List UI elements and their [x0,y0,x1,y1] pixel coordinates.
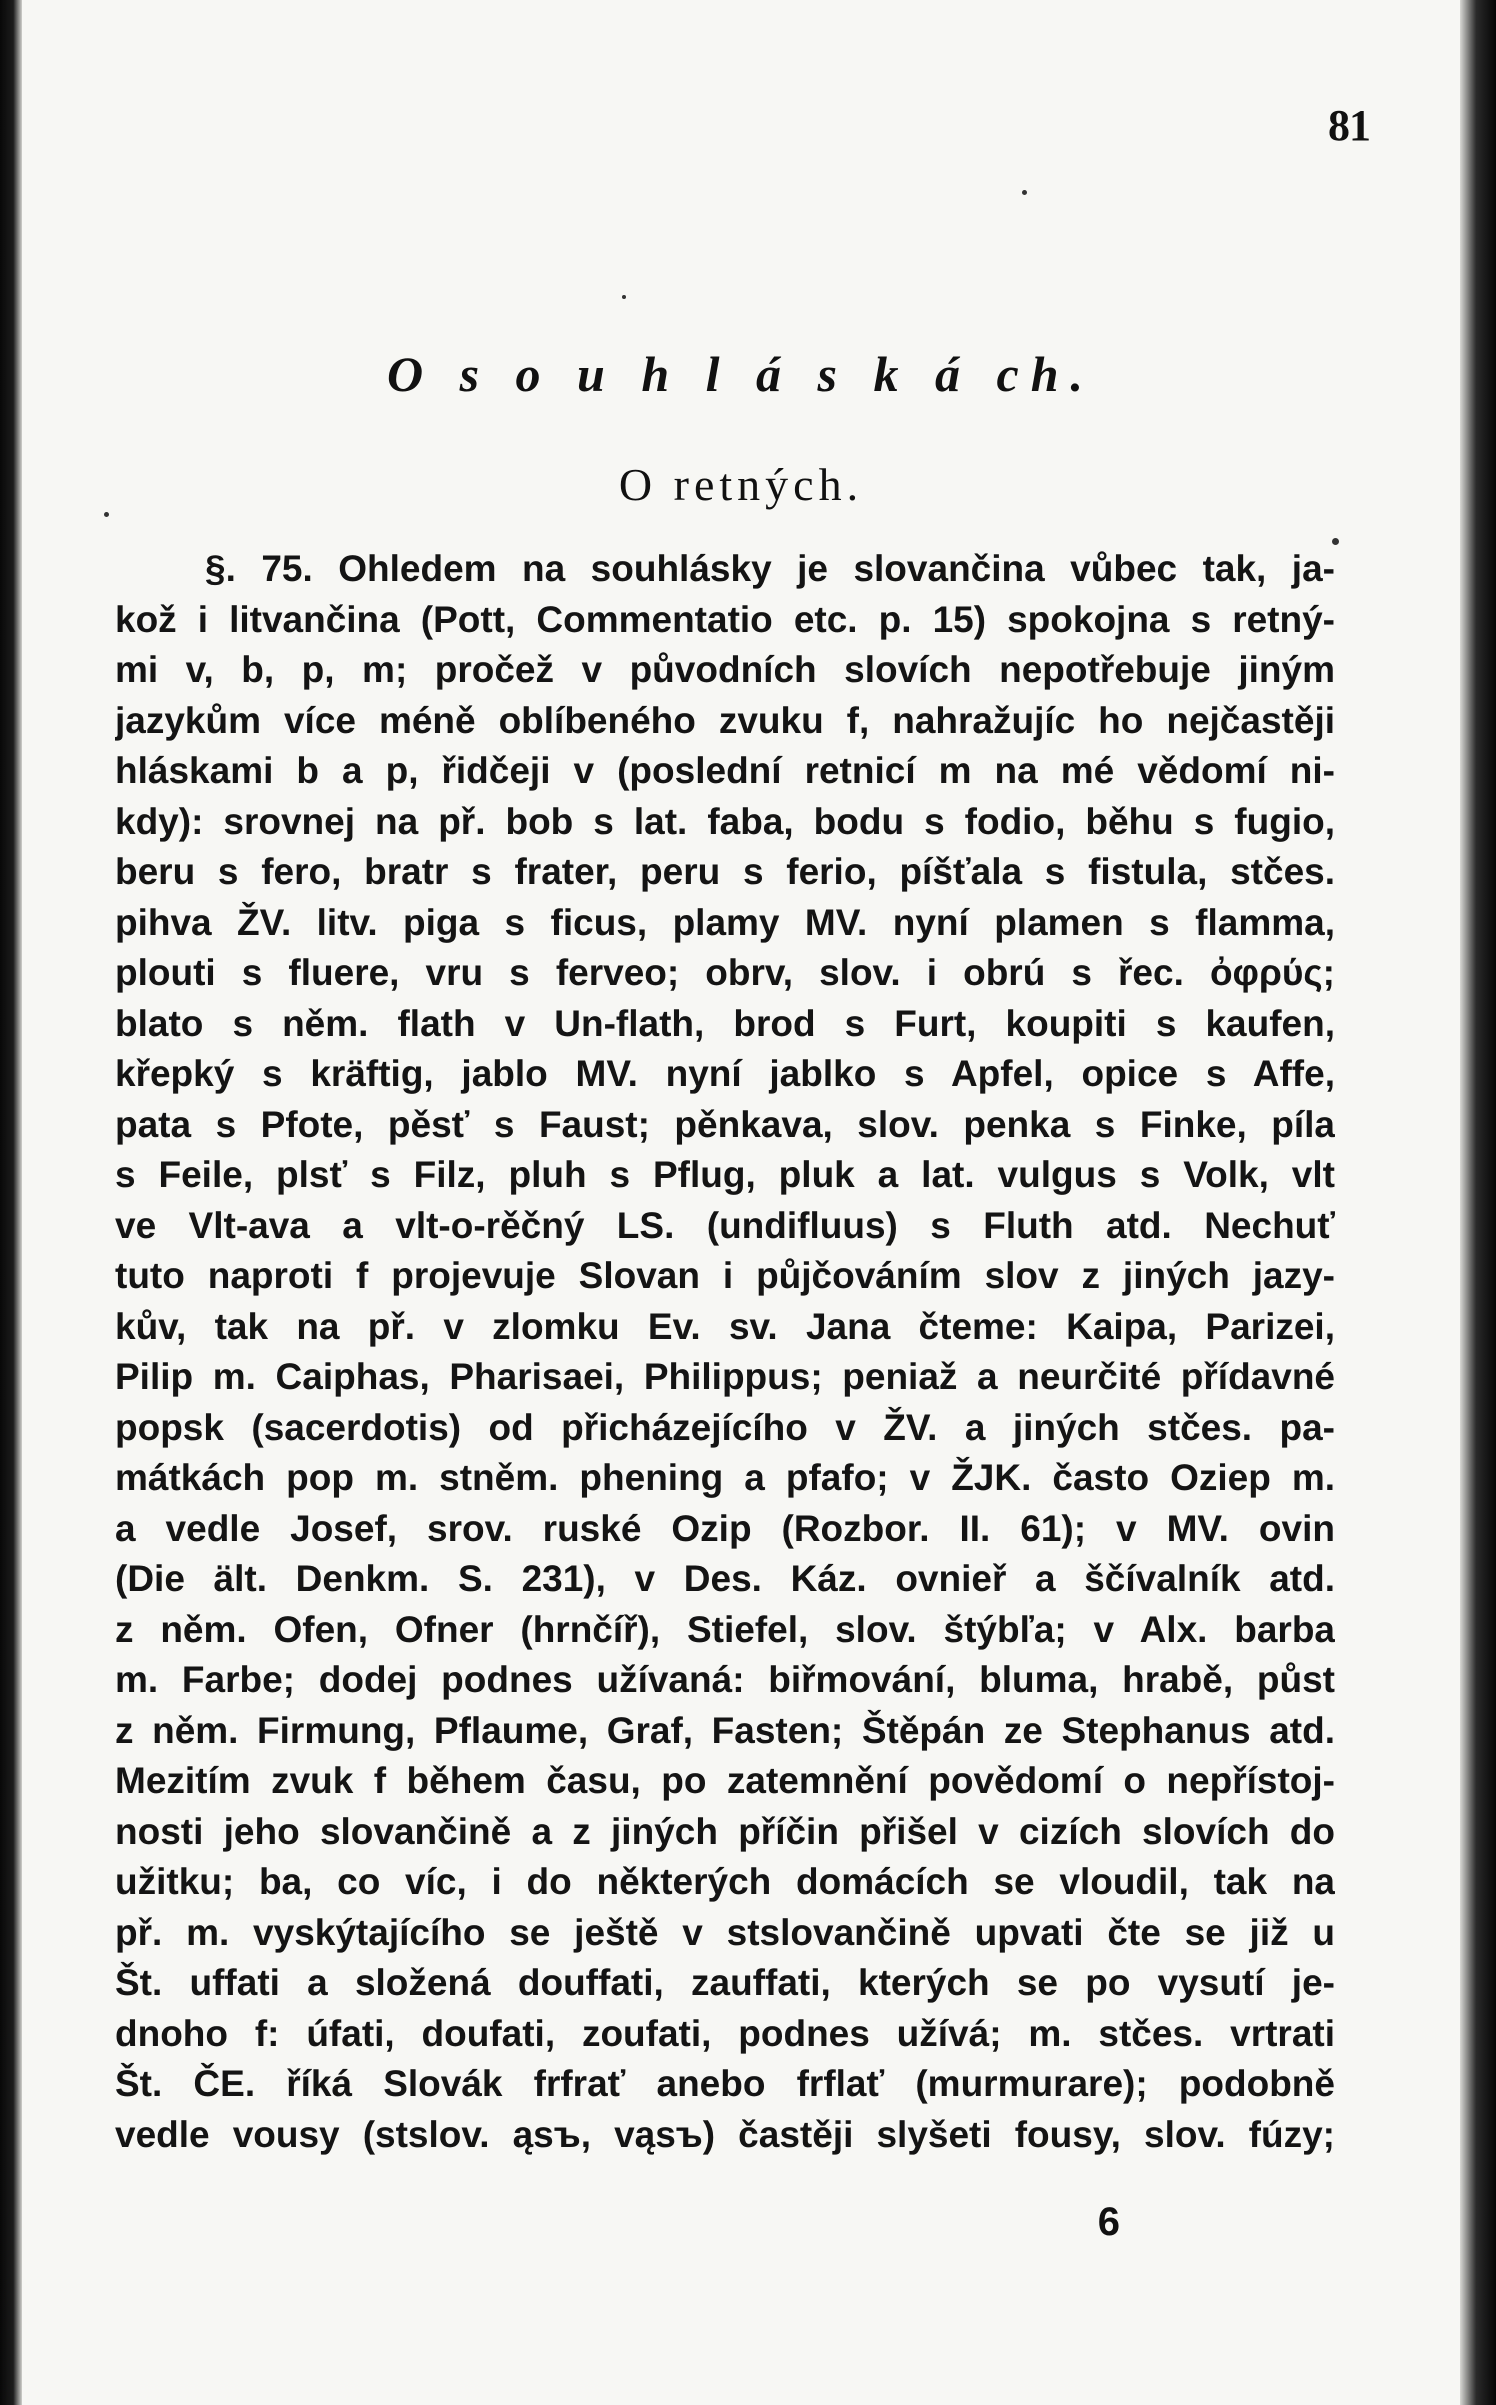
text-line: Št. ČE. říká Slovák frfrať anebo frflať (murmurare); podobně [115,2063,1335,2104]
text-line: Mezitím zvuk f během času, po zatemnění povědomí o nepřístoj- [115,1760,1335,1801]
text-line: jazykům více méně oblíbeného zvuku f, nahražujíc ho nejčastěji [115,699,1335,741]
text-line: m. Farbe; dodej podnes užívaná: biřmování, bluma, hrabě, půst [115,1659,1335,1700]
scan-speck [1022,190,1027,195]
text-line: pihva ŽV. litv. piga s ficus, plamy MV. nyní plamen s flamma, [115,901,1335,943]
page-number: 81 [1328,101,1370,150]
text-line: kož i litvančina (Pott, Commentatio etc. p. 15) spokojna s retný- [115,598,1335,640]
text-line: z něm. Firmung, Pflaume, Graf, Fasten; Štěpán ze Stephanus atd. [115,1709,1335,1751]
signature-mark: 6 [1097,2200,1120,2244]
text-line: (Die ält. Denkm. S. 231), v Des. Káz. ovnieř a ščívalník atd. [115,1558,1335,1599]
text-line: ve Vlt-ava a vlt-o-rěčný LS. (undifluus) s Fluth atd. Nechuť [115,1204,1335,1246]
text-line: mátkách pop m. stněm. phening a pfafo; v ŽJK. často Oziep m. [115,1457,1335,1498]
body-text [115,544,1335,2160]
text-line: Pilip m. Caiphas, Pharisaei, Philippus; peniaž a neurčité přídavné [115,1356,1335,1397]
text-line: nosti jeho slovančině a z jiných příčin přišel v cizích slovích do [115,1810,1335,1852]
scan-speck [104,512,109,517]
text-line: a vedle Josef, srov. ruské Ozip (Rozbor. II. 61); v MV. ovin [115,1507,1335,1549]
scan-left-border [0,0,22,2405]
text-line: blato s něm. flath v Un-flath, brod s Furt, koupiti s kaufen, [115,1002,1335,1044]
text-line: křepký s kräftig, jablo MV. nyní jablko s Apfel, opice s Affe, [115,1053,1335,1094]
text-line: pata s Pfote, pěsť s Faust; pěnkava, slov. penka s Finke, píla [115,1103,1335,1145]
text-line: plouti s fluere, vru s ferveo; obrv, slov. i obrú s řec. ὀφρύς; [115,952,1335,993]
text-line: tuto naproti f projevuje Slovan i půjčováním slov z jiných jazy- [115,1255,1335,1296]
text-line: kdy): srovnej na př. bob s lat. faba, bodu s fodio, běhu s fugio, [115,800,1335,842]
text-line: mi v, b, p, m; pročež v původních slovích nepotřebuje jiným [115,649,1335,690]
text-line: beru s fero, bratr s frater, peru s ferio, píšťala s fistula, stčes. [115,851,1335,892]
book-page [22,0,1460,2405]
text-line: s Feile, plsť s Filz, pluh s Pflug, pluk a lat. vulgus s Volk, vlt [115,1154,1335,1195]
text-line: užitku; ba, co víc, i do některých domácích se vloudil, tak na [115,1861,1335,1902]
text-line: Št. uffati a složená douffati, zauffati, kterých se po vysutí je- [115,1962,1335,2003]
text-line: hláskami b a p, řidčeji v (poslední retnicí m na mé vědomí ni- [115,750,1335,791]
text-line: kův, tak na př. v zlomku Ev. sv. Jana čteme: Kaipa, Parizei, [115,1305,1335,1347]
text-line: §. 75. Ohledem na souhlásky je slovančina vůbec tak, ja- [205,548,1335,589]
text-line: z něm. Ofen, Ofner (hrnčíř), Stiefel, slov. štýbľa; v Alx. barba [115,1608,1335,1650]
scan-right-border [1460,0,1496,2405]
section-title: O s o u h l á s k á ch. [386,346,1096,402]
text-line: př. m. vyskýtajícího se ještě v stslovančině upvati čte se již u [115,1911,1335,1953]
scan-speck [622,295,626,299]
subsection-title: O retných. [618,459,864,510]
text-line: dnoho f: úfati, doufati, zoufati, podnes užívá; m. stčes. vrtrati [115,2012,1335,2054]
scan-speck [1332,538,1339,545]
text-line: vedle vousy (stslov. ąsъ, vąsъ) častěji slyšeti fousy, slov. fúzy; [115,2113,1335,2155]
text-line: popsk (sacerdotis) od přicházejícího v ŽV. a jiných stčes. pa- [115,1406,1335,1448]
